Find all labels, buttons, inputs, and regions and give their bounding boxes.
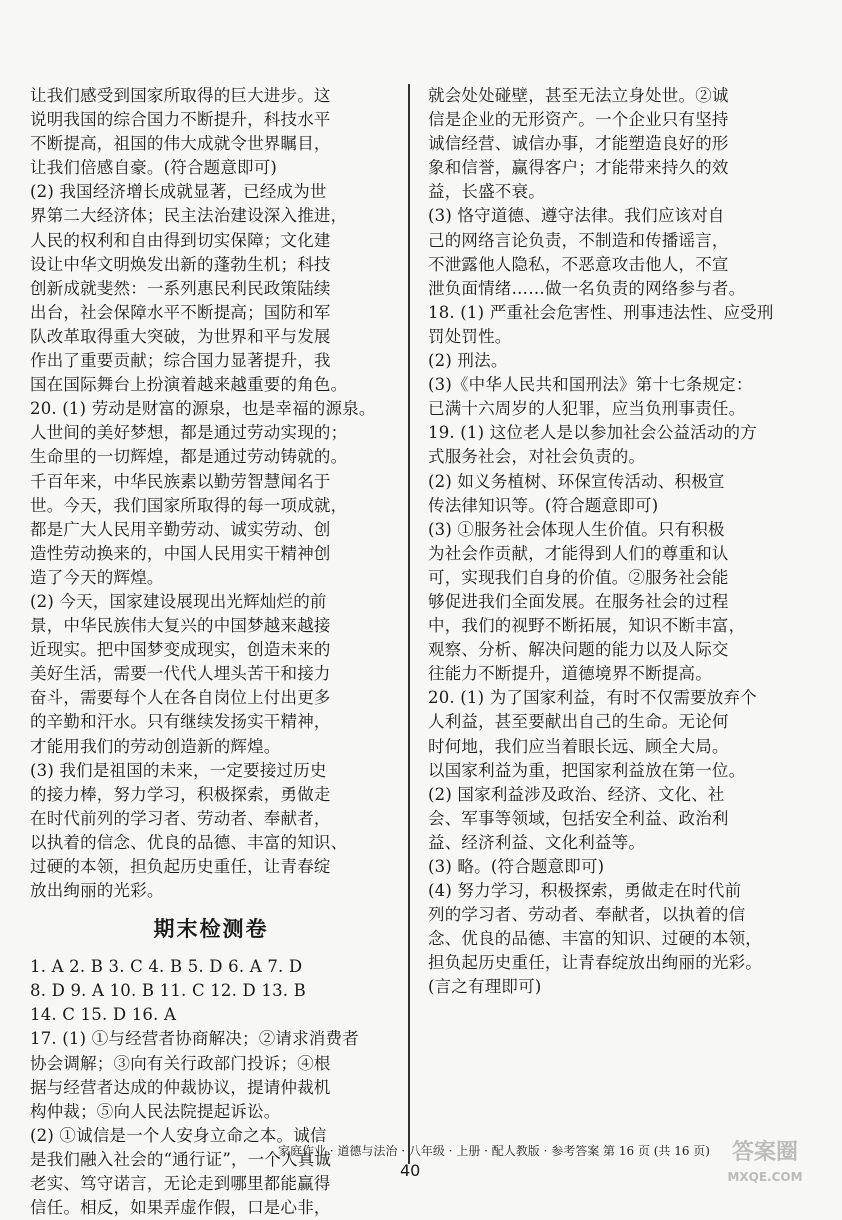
- right-column: [428, 84, 790, 1000]
- text-line: 念、优良的品德、丰富的知识、过硬的本领，: [428, 929, 762, 949]
- text-line: 传法律知识等。(符合题意即可): [428, 495, 659, 515]
- text-line: 式服务社会，对社会负责的。: [428, 447, 646, 467]
- text-line: 据与经营者达成的仲裁协议，提请仲裁机: [30, 1077, 331, 1097]
- text-line: 可，实现我们自身的价值。②服务社会能: [428, 567, 729, 587]
- text-line: 诚信经营、诚信办事，才能塑造良好的形: [428, 134, 729, 154]
- text-line: 过硬的本领，担负起历史重任，让青春绽: [30, 857, 331, 876]
- section-title: 期末检测卷: [153, 917, 269, 942]
- text-line: 作出了重要贡献；综合国力显著提升，我: [30, 351, 331, 371]
- text-line: 罚处罚性。: [428, 326, 512, 346]
- text-line: 人民的权利和自由得到切实保障；文化建: [30, 230, 331, 250]
- text-line: 18. (1) 严重社会危害性、刑事违法性、应受刑: [428, 302, 774, 322]
- watermark-logo: [700, 1138, 830, 1194]
- answer-key-line: 1. A 2. B 3. C 4. B 5. D 6. A 7. D: [30, 957, 303, 977]
- text-line: 国在国际舞台上扮演着越来越重要的角色。: [30, 375, 348, 395]
- text-line: 己的网络言论负责，不制造和传播谣言，: [428, 230, 729, 250]
- text-line: 益、经济利益、文化利益等。: [428, 832, 646, 852]
- text-line: 不泄露他人隐私，不恶意攻击他人，不宣: [428, 254, 729, 274]
- text-line: (3)《中华人民共和国刑法》第十七条规定：: [428, 375, 753, 395]
- text-line: 千百年来，中华民族素以勤劳智慧闻名于: [30, 471, 331, 491]
- text-line: 时何地，我们应当着眼长远、顾全大局。: [428, 736, 729, 756]
- text-line: 20. (1) 劳动是财富的源泉，也是幸福的源泉。: [30, 399, 376, 419]
- text-line: 不断提高，祖国的伟大成就令世界瞩目，: [30, 134, 331, 154]
- text-line: 奋斗，需要每个人在各自岗位上付出更多: [30, 688, 331, 708]
- text-line: 以执着的信念、优良的品德、丰富的知识、: [30, 832, 348, 852]
- text-line: 人利益，甚至要献出自己的生命。无论何: [428, 712, 729, 732]
- text-line: 协会调解；③向有关行政部门投诉；④根: [30, 1053, 331, 1073]
- text-line: (2) 刑法。: [428, 351, 508, 371]
- text-line: 人世间的美好梦想，都是通过劳动实现的；: [30, 423, 348, 443]
- text-line: 让我们感受到国家所取得的巨大进步。这: [30, 86, 331, 105]
- text-line: 都是广大人民用辛勤劳动、诚实劳动、创: [30, 519, 331, 539]
- text-line: (2) 国家利益涉及政治、经济、文化、社: [428, 784, 725, 804]
- text-line: (3) 我们是祖国的未来，一定要接过历史: [30, 760, 327, 780]
- text-line: 老实、笃守诺言，无论走到哪里都能赢得: [30, 1174, 331, 1194]
- text-line: (3) 略。(符合题意即可): [428, 857, 605, 876]
- text-line: 美好生活，需要一代代人埋头苦干和接力: [30, 664, 331, 684]
- text-line: 景，中华民族伟大复兴的中国梦越来越接: [30, 616, 331, 636]
- text-line: 20. (1) 为了国家利益，有时不仅需要放弃个: [428, 688, 757, 708]
- text-line: (2) 我国经济增长成就显著，已经成为世: [30, 182, 327, 202]
- text-line: 创新成就斐然：一系列惠民利民政策陆续: [30, 278, 331, 298]
- text-line: 界第二大经济体；民主法治建设深入推进，: [30, 206, 348, 226]
- text-line: 说明我国的综合国力不断提升，科技水平: [30, 110, 331, 130]
- text-line: 近现实。把中国梦变成现实，创造未来的: [30, 640, 331, 660]
- text-line: (2) ①诚信是一个人安身立命之本。诚信: [30, 1125, 327, 1145]
- text-line: (3) 恪守道德、遵守法律。我们应该对自: [428, 206, 725, 226]
- text-line: 列的学习者、劳动者、奉献者，以执着的信: [428, 905, 746, 925]
- text-line: 以国家利益为重，把国家利益放在第一位。: [428, 760, 746, 780]
- text-line: 造性劳动换来的，中国人民用实干精神创: [30, 543, 331, 563]
- left-column: [30, 84, 392, 1220]
- text-line: (3) ①服务社会体现人生价值。只有积极: [428, 519, 725, 539]
- text-line: 构仲裁；⑤向人民法院提起诉讼。: [30, 1101, 281, 1121]
- text-line: 队改革取得重大突破，为世界和平与发展: [30, 326, 331, 346]
- text-line: 已满十六周岁的人犯罪，应当负刑事责任。: [428, 399, 746, 419]
- text-line: 为社会作贡献，才能得到人们的尊重和认: [428, 543, 729, 563]
- text-line: 益，长盛不衰。: [428, 182, 545, 202]
- text-line: 会、军事等领域，包括安全利益、政治利: [428, 808, 729, 828]
- text-line: 往能力不断提升，道德境界不断提高。: [428, 664, 712, 684]
- text-line: 够促进我们全面发展。在服务社会的过程: [428, 591, 729, 611]
- text-line: 的辛勤和汗水。只有继续发扬实干精神，: [30, 712, 331, 732]
- answer-key-line: 8. D 9. A 10. B 11. C 12. D 13. B: [30, 981, 306, 1001]
- text-line: 在时代前列的学习者、劳动者、奉献者，: [30, 808, 331, 828]
- text-line: (2) 如义务植树、环保宣传活动、积极宣: [428, 471, 725, 491]
- text-line: 才能用我们的劳动创造新的辉煌。: [30, 736, 281, 756]
- column-divider: [408, 84, 410, 1164]
- text-line: 19. (1) 这位老人是以参加社会公益活动的方: [428, 423, 757, 443]
- text-line: 造了今天的辉煌。: [30, 567, 164, 587]
- text-line: 17. (1) ①与经营者协商解决；②请求消费者: [30, 1029, 359, 1049]
- page-footer: 家庭作业 · 道德与法治 · 八年级 · 上册 · 配人教版 · 参考答案 第 16 页 (共 16 页): [277, 1144, 710, 1158]
- text-line: 出台，社会保障水平不断提高；国防和军: [30, 302, 331, 322]
- watermark-url: MXQE.COM: [727, 1170, 803, 1184]
- text-line: (言之有理即可): [428, 977, 542, 997]
- watermark-title: 答案圈: [731, 1140, 798, 1165]
- text-line: (4) 努力学习，积极探索，勇做走在时代前: [428, 881, 742, 901]
- text-line: 中，我们的视野不断拓展，知识不断丰富，: [428, 616, 746, 636]
- text-line: 泄负面情绪……做一名负责的网络参与者。: [428, 278, 746, 298]
- page-number: 40: [400, 1161, 421, 1180]
- answer-key-line: 14. C 15. D 16. A: [30, 1005, 177, 1025]
- text-line: 的接力棒，努力学习，积极探索，勇做走: [30, 784, 331, 804]
- text-line: 担负起历史重任，让青春绽放出绚丽的光彩。: [428, 953, 762, 973]
- text-line: 放出绚丽的光彩。: [30, 881, 164, 901]
- text-line: 信是企业的无形资产。一个企业只有坚持: [428, 110, 729, 130]
- text-line: 是我们融入社会的“通行证”，一个人真诚: [30, 1149, 332, 1169]
- text-line: 象和信誉，赢得客户；才能带来持久的效: [428, 158, 729, 178]
- text-line: (2) 今天，国家建设展现出光辉灿烂的前: [30, 591, 327, 611]
- text-line: 生命里的一切辉煌，都是通过劳动铸就的。: [30, 447, 348, 467]
- text-line: 设让中华文明焕发出新的蓬勃生机；科技: [30, 254, 331, 274]
- text-line: 信任。相反，如果弄虚作假，口是心非，: [30, 1198, 331, 1218]
- text-line: 观察、分析、解决问题的能力以及人际交: [428, 640, 729, 660]
- text-line: 让我们倍感自豪。(符合题意即可): [30, 158, 278, 178]
- text-line: 世。今天，我们国家所取得的每一项成就，: [30, 495, 348, 515]
- text-line: 就会处处碰壁，甚至无法立身处世。②诚: [428, 86, 729, 105]
